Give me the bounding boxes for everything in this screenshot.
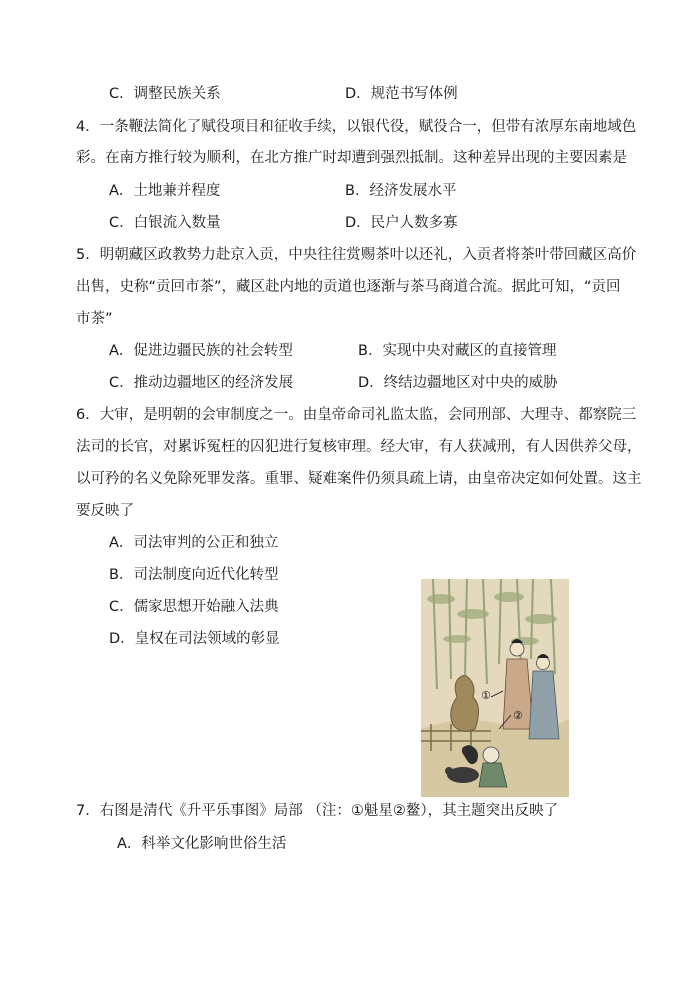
q6-stem-line-3: 以可矜的名义免除死罪发落。重罪、疑难案件仍须具疏上请，由皇帝决定如何处置。这主 (76, 471, 642, 487)
painting-illustration (421, 579, 569, 797)
q5-option-b: B．实现中央对藏区的直接管理 (358, 343, 557, 359)
q3-option-c: C．调整民族关系 (109, 86, 221, 102)
q6-option-a: A．司法审判的公正和独立 (109, 535, 279, 551)
q4-option-d: D．民户人数多寡 (345, 215, 458, 231)
q4-option-b: B．经济发展水平 (345, 183, 457, 199)
painting-figure (421, 579, 569, 797)
q5-stem-line-3: 市茶” (76, 311, 113, 327)
q7-stem: 7．右图是清代《升平乐事图》局部 （注：①魁星②鳌），其主题突出反映了 (76, 803, 559, 819)
q6-stem-line-2: 法司的长官，对累诉冤枉的囚犯进行复核审理。经大审，有人获减刑，有人因供养父母， (76, 439, 642, 455)
q4-option-a: A．土地兼并程度 (109, 183, 221, 199)
q6-option-d: D．皇权在司法领域的彰显 (109, 631, 280, 647)
q3-option-d: D．规范书写体例 (345, 86, 458, 102)
q6-stem-line-1: 6．大审，是明朝的会审制度之一。由皇帝命司礼监太监，会同刑部、大理寺、都察院三 (76, 407, 637, 423)
q6-stem-line-4: 要反映了 (76, 503, 134, 519)
q5-stem-line-2: 出售，史称“贡回市茶”，藏区赴内地的贡道也逐渐与茶马商道合流。据此可知，“贡回 (76, 279, 621, 295)
q5-option-a: A．促进边疆民族的社会转型 (109, 343, 293, 359)
q7-option-a: A．科举文化影响世俗生活 (117, 836, 287, 852)
q4-option-c: C．白银流入数量 (109, 215, 221, 231)
q5-option-d: D．终结边疆地区对中央的威胁 (358, 375, 558, 391)
figure-label-2: ② (513, 709, 523, 722)
q4-stem-line-1: 4．一条鞭法简化了赋役项目和征收手续，以银代役，赋役合一，但带有浓厚东南地域色 (76, 119, 637, 135)
q5-option-c: C．推动边疆地区的经济发展 (109, 375, 294, 391)
q6-option-c: C．儒家思想开始融入法典 (109, 599, 279, 615)
figure-label-1: ① (481, 689, 491, 702)
q4-stem-line-2: 彩。在南方推行较为顺利，在北方推广时却遭到强烈抵制。这种差异出现的主要因素是 (76, 150, 627, 166)
q5-stem-line-1: 5．明朝藏区政教势力赴京入贡，中央往往赏赐茶叶以还礼，入贡者将茶叶带回藏区高价 (76, 247, 637, 263)
q6-option-b: B．司法制度向近代化转型 (109, 567, 279, 583)
